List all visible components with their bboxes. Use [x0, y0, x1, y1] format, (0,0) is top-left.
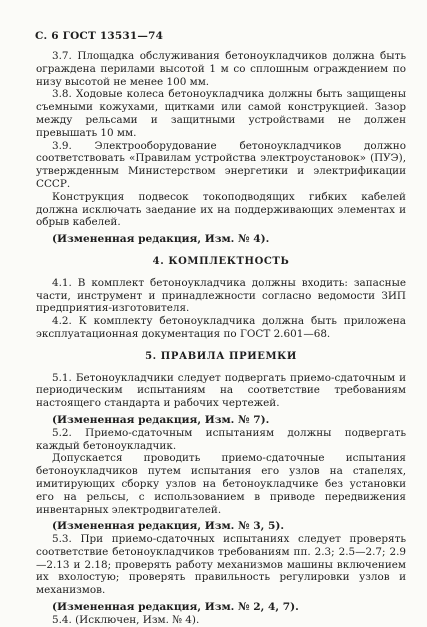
clause-3-9: 3.9. Электрооборудование бетоноукладчиков должно соответствовать «Правилам устройства электроустановок» (ПУЭ), утвержденным Министерством энергетики и электрификации СССР. — [36, 139, 406, 190]
amendment-note-section-3: (Измененная редакция, Изм. № 4). — [52, 233, 270, 246]
clause-4-2: 4.2. К комплекту бетоноукладчика должна быть приложена эксплуатационная документация по ГОСТ 2.601—68. — [36, 315, 406, 340]
amendment-note-5-2: (Измененная редакция, Изм. № 3, 5). — [52, 520, 285, 533]
clause-3-7: 3.7. Площадка обслуживания бетоноукладчиков должна быть ограждена перилами высотой 1 м со сплошным ограждением по низу высотой не менее 100 мм. — [36, 50, 406, 88]
amendment-note-5-3: (Измененная редакция, Изм. № 2, 4, 7). — [52, 601, 299, 614]
clause-5-1: 5.1. Бетоноукладчики следует подвергать приемо-сдаточным и периодическим испытаниям на соответствие требованиям настоящего стандарта и рабочих чертежей. — [36, 371, 406, 410]
clause-5-4: 5.4. (Исключен, Изм. № 4). — [52, 613, 200, 626]
section-5-heading: 5. ПРАВИЛА ПРИЕМКИ — [145, 350, 297, 362]
page-header: С. 6 ГОСТ 13531—74 — [35, 30, 164, 42]
amendment-note-5-1: (Измененная редакция, Изм. № 7). — [52, 413, 270, 426]
document-body — [36, 50, 406, 627]
clause-5-2: 5.2. Приемо-сдаточным испытаниям должны подвергать каждый бетоноукладчик. — [36, 426, 406, 452]
clause-3-8: 3.8. Ходовые колеса бетоноукладчика должны быть защищены съемными кожухами, щитками или самой конструкцией. Зазор между рельсами и защитными устройствами не должен превышать 10 мм. — [36, 88, 406, 139]
clause-3-9-cables: Конструкция подвесок токоподводящих гибких кабелей должна исключать заедание их на поддерживающих элементах и обрыв кабелей. — [36, 190, 406, 229]
clause-5-2-allowance: Допускается проводить приемо-сдаточные испытания бетоноукладчиков путем испытания его узлов на стапелях, имитирующих сборку узлов на бетоноукладчике без установки его на рельсы, с использованием в приводе передвижения инвентарных электродвигателей. — [36, 452, 406, 516]
section-4-heading: 4. КОМПЛЕКТНОСТЬ — [152, 255, 290, 267]
clause-4-1: 4.1. В комплект бетоноукладчика должны входить: запасные части, инструмент и принадлежности согласно ведомости ЗИП предприятия-изготовителя. — [36, 276, 406, 315]
clause-5-3: 5.3. При приемо-сдаточных испытаниях следует проверять соответствие бетоноукладчиков требованиям пп. 2.3; 2.5—2.7; 2.9—2.13 и 2.18; проверять работу механизмов машины включением их вхолостую; проверять правильность регулировки узлов и механизмов. — [36, 533, 406, 597]
